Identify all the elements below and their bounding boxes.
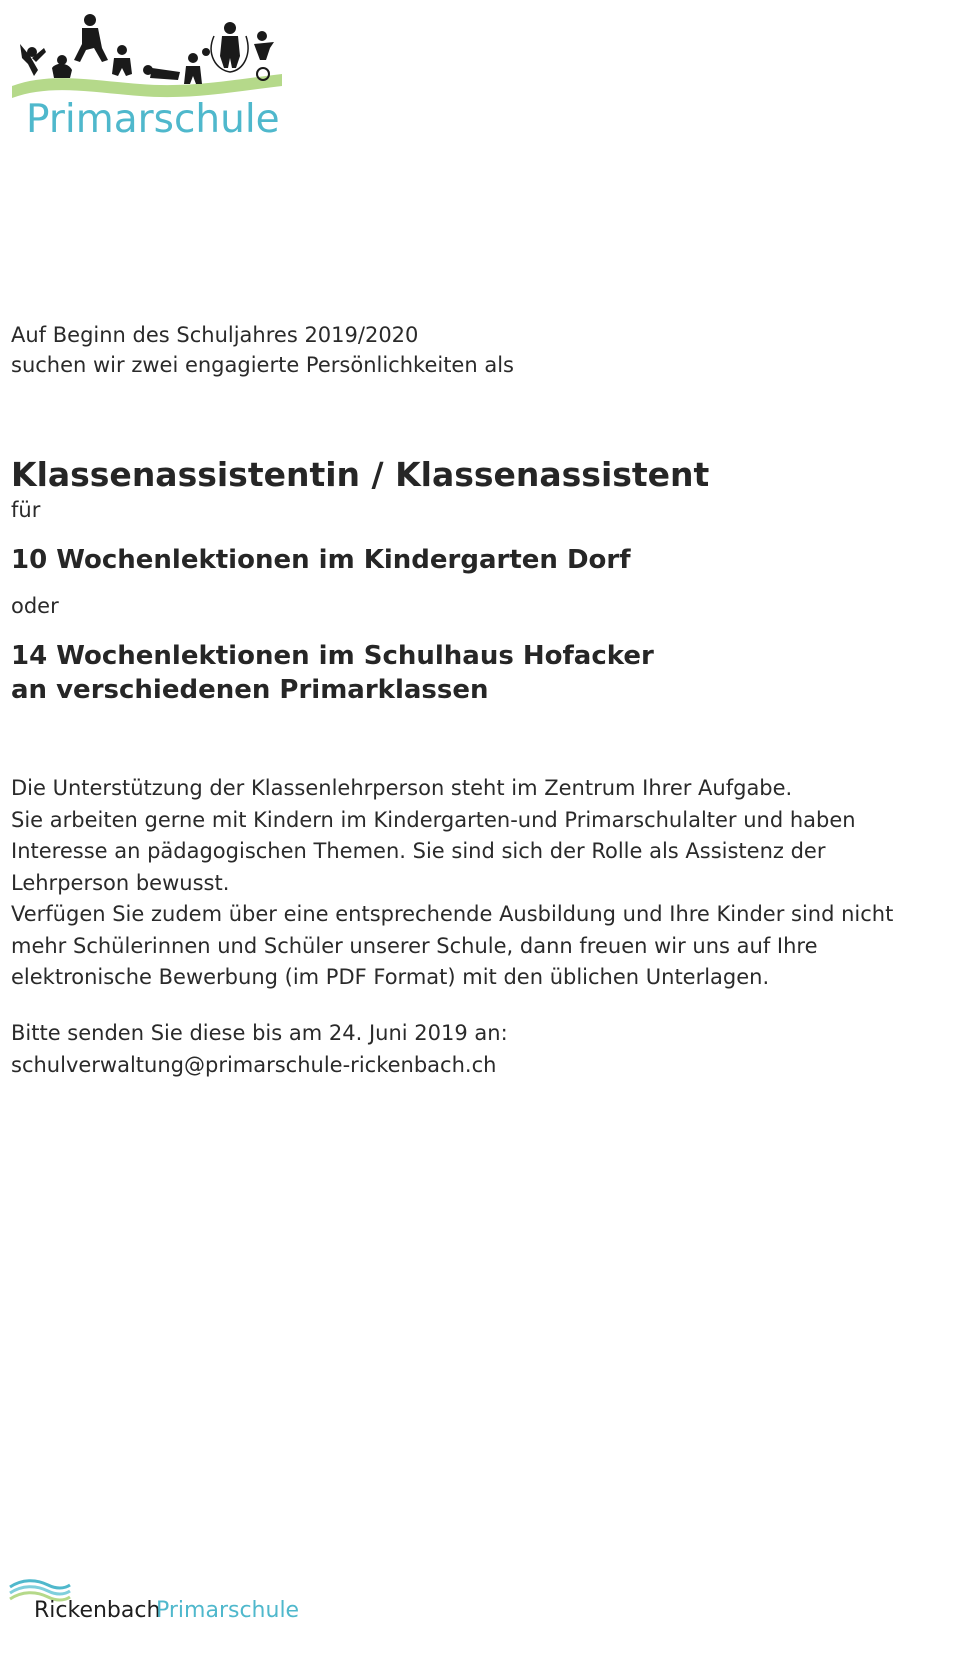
logo-wordmark: Primarschule [26, 97, 280, 142]
description-line: Die Unterstützung der Klassenlehrperson steht im Zentrum Ihrer Aufgabe. [11, 776, 793, 800]
option-schulhaus-line-2: an verschiedenen Primarklassen [11, 675, 489, 705]
job-description [11, 773, 893, 994]
description-line: Verfügen Sie zudem über eine entsprechende Ausbildung und Ihre Kinder sind nicht [11, 902, 894, 926]
footer-logo [8, 1577, 300, 1637]
description-line: Lehrperson bewusst. [11, 870, 230, 895]
deadline-text: Bitte senden Sie diese bis am 24. Juni 2019 an: [11, 1021, 508, 1045]
description-line: mehr Schülerinnen und Schüler unserer Schule, dann freuen wir uns auf Ihre [11, 933, 818, 958]
option-schulhaus [11, 639, 654, 707]
intro-line-1: Auf Beginn des Schuljahres 2019/2020 [11, 323, 419, 347]
description-line: Sie arbeiten gerne mit Kindern im Kindergarten-und Primarschulalter und haben [11, 807, 856, 832]
option-schulhaus-line-1: 14 Wochenlektionen im Schulhaus Hofacker [11, 641, 654, 671]
footer-logo-name-rickenbach: Rickenbach [34, 1598, 161, 1623]
connector-or: oder [11, 594, 59, 618]
footer-logo-name-primarschule: Primarschule [156, 1598, 300, 1623]
description-line: elektronische Bewerbung (im PDF Format) mit den üblichen Unterlagen. [11, 965, 770, 989]
connector-for: für [11, 498, 41, 522]
school-logo [10, 14, 290, 144]
intro-text [11, 320, 514, 380]
position-title: Klassenassistentin / Klassenassistent [11, 455, 710, 494]
intro-line-2: suchen wir zwei engagierte Persönlichkeiten als [11, 353, 514, 377]
option-kindergarten: 10 Wochenlektionen im Kindergarten Dorf [11, 545, 631, 575]
contact-block [11, 1018, 508, 1081]
contact-email: schulverwaltung@primarschule-rickenbach.ch [11, 1052, 497, 1077]
description-line: Interesse an pädagogischen Themen. Sie sind sich der Rolle als Assistenz der [11, 839, 826, 863]
